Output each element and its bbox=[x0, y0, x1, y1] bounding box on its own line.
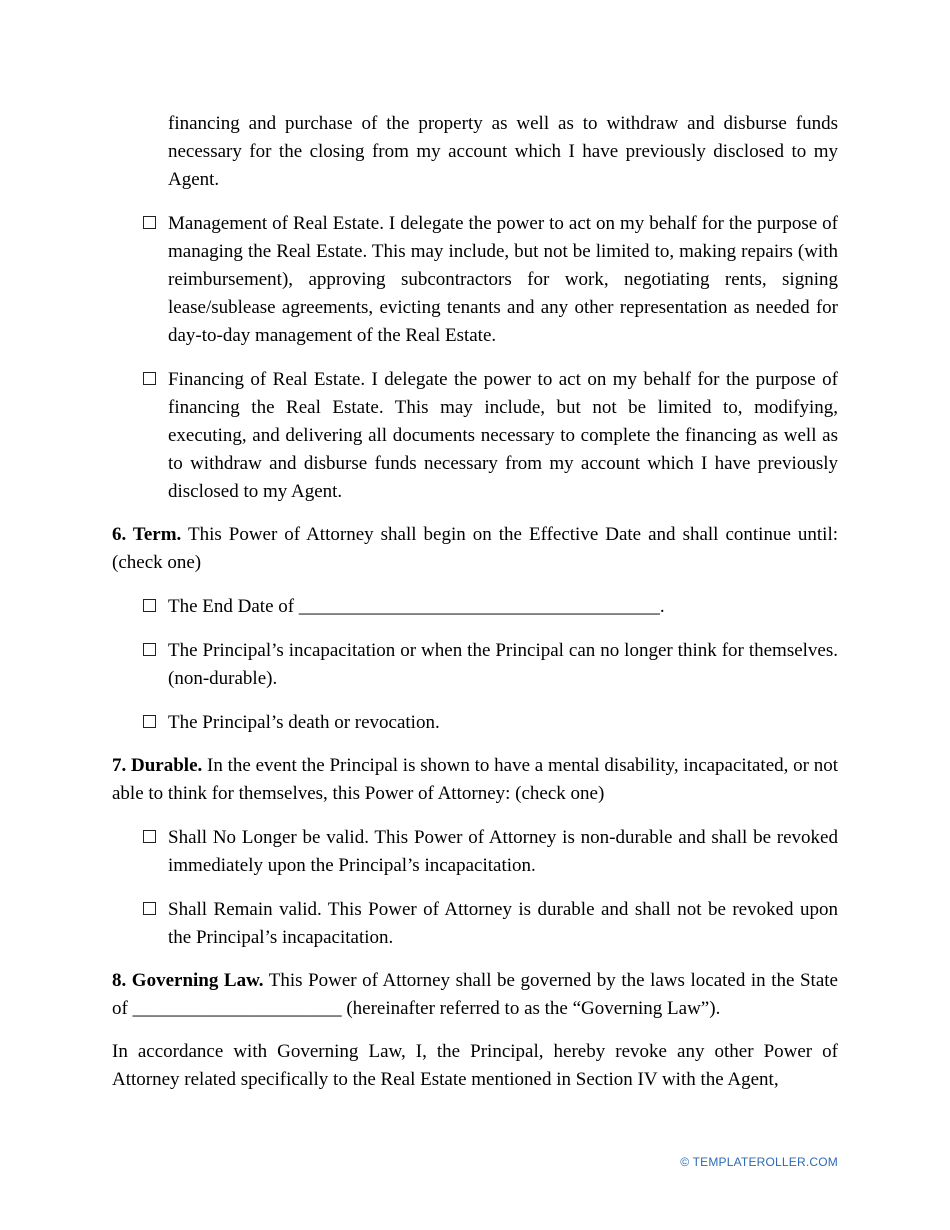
footer-site-link[interactable]: TEMPLATEROLLER.COM bbox=[692, 1155, 838, 1169]
option-incapacitation bbox=[112, 637, 838, 693]
option-text: The End Date of ______________________________________. bbox=[168, 596, 665, 617]
section-8-governing-law bbox=[112, 967, 838, 1023]
continuation-paragraph: financing and purchase of the property as well as to withdraw and disburse funds necessary for the closing from my account which I have previously disclosed to my Agent. bbox=[168, 113, 838, 190]
option-no-longer-valid bbox=[112, 824, 838, 880]
option-text: Shall Remain valid. This Power of Attorney is durable and shall not be revoked upon the Principal’s incapacitation. bbox=[168, 899, 838, 948]
checkbox-incapacitation[interactable] bbox=[143, 643, 156, 656]
option-financing-real-estate bbox=[112, 366, 838, 506]
checkbox-management[interactable] bbox=[143, 216, 156, 229]
option-end-date bbox=[112, 593, 838, 621]
section-text: This Power of Attorney shall begin on the Effective Date and shall continue until: (check one) bbox=[112, 524, 839, 573]
checkbox-death-revocation[interactable] bbox=[143, 715, 156, 728]
section-7-durable bbox=[112, 752, 838, 808]
option-text: The Principal’s death or revocation. bbox=[168, 712, 440, 733]
section-heading: 8. Governing Law. bbox=[112, 970, 264, 991]
section-heading: 6. Term. bbox=[112, 524, 182, 545]
checkbox-no-longer-valid[interactable] bbox=[143, 830, 156, 843]
option-remain-valid bbox=[112, 896, 838, 952]
section-6-term bbox=[112, 521, 838, 577]
section-heading: 7. Durable. bbox=[112, 755, 203, 776]
option-text: The Principal’s incapacitation or when the Principal can no longer think for themselves. (non-durable). bbox=[168, 640, 838, 689]
copyright-symbol: © bbox=[680, 1155, 690, 1169]
option-text: Shall No Longer be valid. This Power of Attorney is non-durable and shall be revoked immediately upon the Principal’s incapacitation. bbox=[168, 827, 838, 876]
checkbox-remain-valid[interactable] bbox=[143, 902, 156, 915]
option-text: Financing of Real Estate. I delegate the power to act on my behalf for the purpose of financing the Real Estate. This may include, but not be limited to, modifying, executing, and delivering all documents necessary to complete the financing as well as to withdraw and disburse funds necessary from my account which I have previously disclosed to my Agent. bbox=[168, 369, 838, 502]
section-text: In the event the Principal is shown to have a mental disability, incapacitated, or not able to think for themselves, this Power of Attorney: (check one) bbox=[112, 755, 839, 804]
document-body bbox=[112, 110, 838, 1094]
option-management-real-estate bbox=[112, 210, 838, 350]
revocation-paragraph: In accordance with Governing Law, I, the Principal, hereby revoke any other Power of Attorney related specifically to the Real Estate mentioned in Section IV with the Agent, bbox=[112, 1041, 838, 1090]
section-text: This Power of Attorney shall be governed by the laws located in the State of ______________________ (hereinafter referred to as the “Governing Law”). bbox=[112, 970, 838, 1019]
footer-credit bbox=[680, 1155, 838, 1169]
checkbox-end-date[interactable] bbox=[143, 599, 156, 612]
option-death-revocation bbox=[112, 709, 838, 737]
option-text: Management of Real Estate. I delegate the power to act on my behalf for the purpose of managing the Real Estate. This may include, but not be limited to, making repairs (with reimbursement), approving subcontractors for work, negotiating rents, signing lease/sublease agreements, evicting tenants and any other representation as needed for day-to-day management of the Real Estate. bbox=[168, 213, 838, 346]
checkbox-financing[interactable] bbox=[143, 372, 156, 385]
